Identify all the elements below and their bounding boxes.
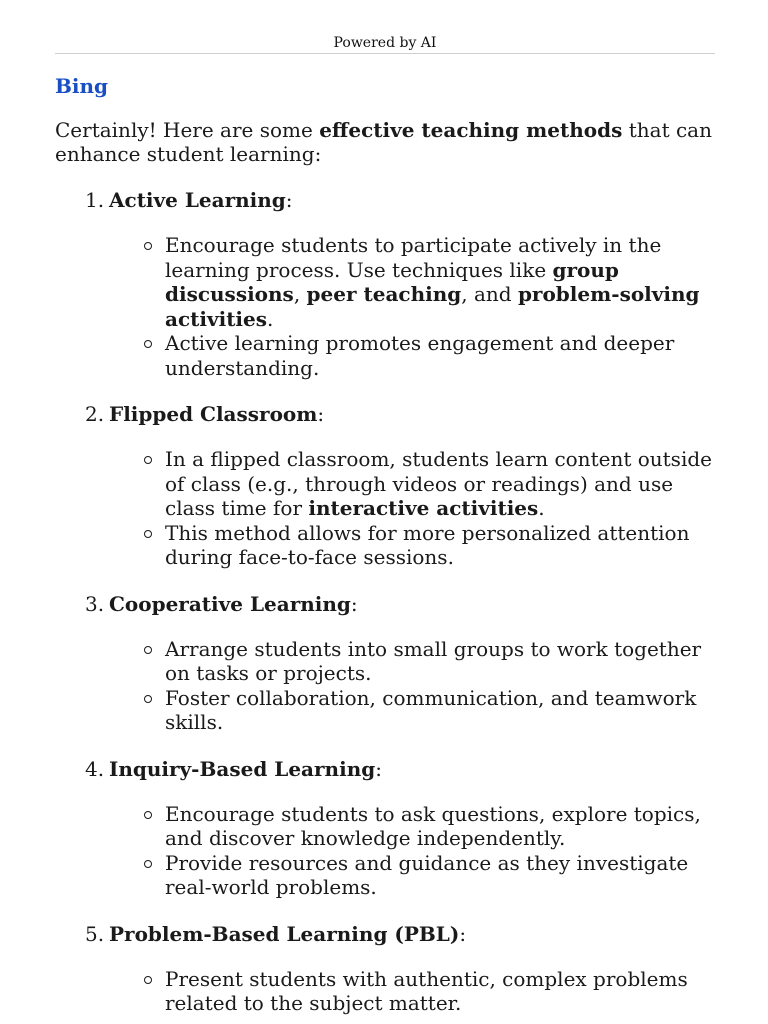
point-emphasis: peer teaching: [306, 282, 462, 306]
method-point: [165, 967, 715, 1016]
intro-emphasis: effective teaching methods: [319, 118, 623, 142]
method-heading: 2. Flipped Classroom:: [85, 402, 325, 426]
method-point: [165, 521, 715, 570]
point-text: Present students with authentic, complex problems related to the subject matter.: [165, 966, 688, 1015]
source-name: Bing: [55, 74, 109, 98]
method-number: 2.: [85, 402, 105, 426]
method-point: [165, 447, 715, 521]
circle-bullet-icon: [144, 976, 152, 984]
intro-lead: Certainly! Here are some: [55, 118, 320, 142]
method-points: [55, 802, 715, 900]
method-points: [55, 637, 715, 735]
method-title: Problem-Based Learning (PBL): [109, 921, 460, 946]
point-text: ,: [293, 282, 307, 306]
method-heading: 5. Problem-Based Learning (PBL):: [85, 921, 467, 946]
method-point: [165, 637, 715, 686]
circle-bullet-icon: [144, 695, 152, 703]
methods-list: [55, 188, 715, 1016]
circle-bullet-icon: [144, 242, 152, 250]
method-points: [55, 447, 715, 570]
point-text: Encourage students to participate actively in the learning process. Use techniques like: [165, 233, 662, 282]
method-points: [55, 233, 715, 380]
point-text: This method allows for more personalized attention during face-to-face sessions.: [165, 520, 690, 569]
method-heading: 3. Cooperative Learning:: [85, 591, 358, 616]
method-number: 1.: [85, 188, 105, 212]
point-text: Foster collaboration, communication, and teamwork skills.: [165, 685, 697, 734]
point-emphasis: interactive activities: [308, 496, 539, 520]
intro-tail: that can enhance student learning:: [55, 118, 712, 166]
method-item: [55, 402, 715, 570]
method-item: [55, 757, 715, 900]
point-emphasis: group discussions: [165, 257, 619, 306]
header-divider: [55, 53, 715, 54]
circle-bullet-icon: [144, 456, 152, 464]
point-emphasis: problem-solving activities: [165, 282, 700, 331]
circle-bullet-icon: [144, 811, 152, 819]
method-title: Active Learning: [109, 188, 286, 212]
method-item: [55, 592, 715, 735]
circle-bullet-icon: [144, 646, 152, 654]
point-text: .: [267, 306, 274, 331]
method-item: [55, 922, 715, 1016]
method-number: 4.: [85, 756, 105, 781]
point-text: Arrange students into small groups to work together on tasks or projects.: [165, 636, 702, 685]
method-heading: 4. Inquiry-Based Learning:: [85, 756, 382, 781]
method-point: [165, 851, 715, 900]
method-points: [55, 967, 715, 1016]
method-point: [165, 331, 715, 380]
method-point: [165, 686, 715, 735]
document-page: [55, 0, 715, 1016]
point-text: .: [538, 496, 545, 520]
point-text: In a flipped classroom, students learn content outside of class (e.g., through videos or readings) and use class time for: [165, 447, 712, 520]
powered-by-label: Powered by AI: [333, 35, 437, 51]
method-title: Inquiry-Based Learning: [109, 756, 376, 781]
method-point: [165, 233, 715, 331]
point-text: Provide resources and guidance as they investigate real-world problems.: [165, 850, 689, 899]
point-text: Active learning promotes engagement and deeper understanding.: [165, 331, 675, 380]
method-point: [165, 802, 715, 851]
method-title: Cooperative Learning: [109, 591, 351, 616]
point-text: Encourage students to ask questions, explore topics, and discover knowledge independently.: [165, 801, 701, 850]
method-number: 5.: [85, 921, 105, 946]
method-item: [55, 188, 715, 380]
method-title: Flipped Classroom: [109, 402, 318, 426]
method-heading: 1. Active Learning:: [85, 188, 293, 212]
circle-bullet-icon: [144, 530, 152, 538]
intro-paragraph: [55, 118, 715, 166]
circle-bullet-icon: [144, 340, 152, 348]
circle-bullet-icon: [144, 860, 152, 868]
method-number: 3.: [85, 591, 105, 616]
point-text: , and: [461, 282, 518, 306]
